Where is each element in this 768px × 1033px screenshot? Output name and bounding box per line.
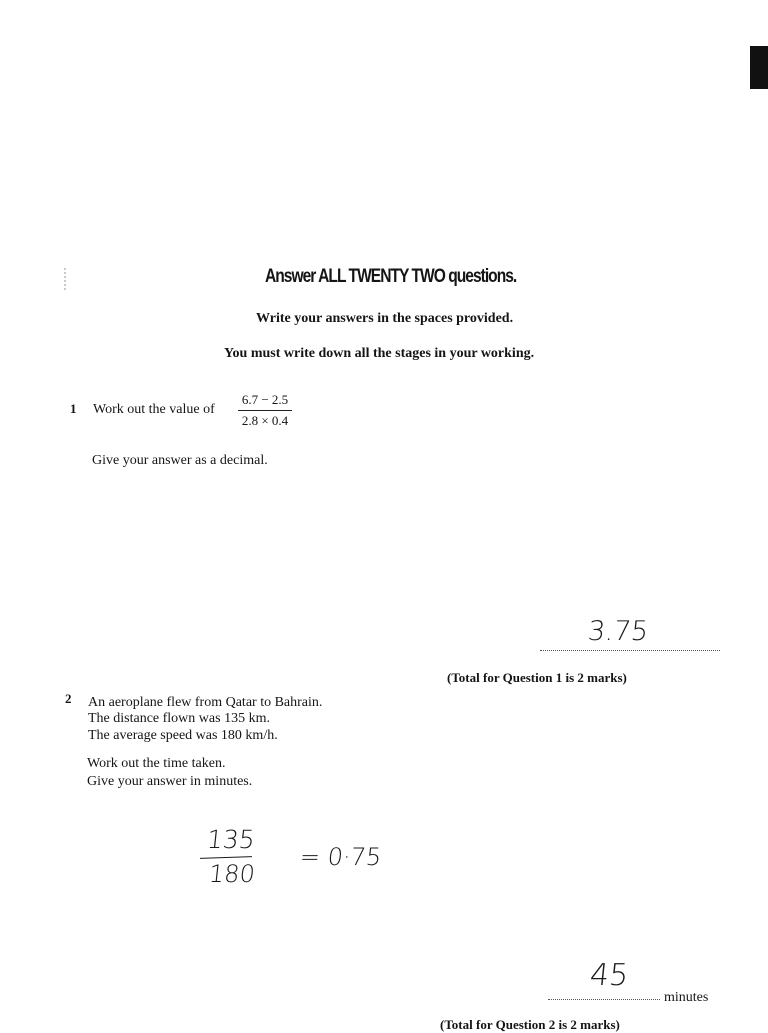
question-2-line-5: Give your answer in minutes. <box>87 774 253 789</box>
question-2-number: 2 <box>65 691 72 706</box>
page-title: Answer ALL TWENTY TWO questions. <box>265 266 517 287</box>
question-1-handwritten-answer: 3.75 <box>586 616 650 647</box>
question-2-line-4: Work out the time taken. <box>87 756 226 771</box>
page-edge-marker <box>750 46 768 89</box>
fraction-numerator: 6.7 − 2.5 <box>238 392 292 411</box>
question-1-instruction: Give your answer as a decimal. <box>92 453 268 468</box>
question-1-fraction <box>238 392 292 429</box>
question-2-answer-line <box>548 999 660 1000</box>
question-1-answer-line <box>540 650 720 651</box>
working-numerator: 135 <box>205 825 257 854</box>
scan-artifact <box>64 268 69 290</box>
working-fraction-bar <box>200 856 252 859</box>
working-denominator: 180 <box>207 860 257 888</box>
question-1-total: (Total for Question 1 is 2 marks) <box>447 670 627 685</box>
working-result: = 0·75 <box>298 843 383 871</box>
question-1-number: 1 <box>70 401 77 416</box>
question-2-handwritten-answer: 45 <box>588 958 631 993</box>
question-2-line-3: The average speed was 180 km/h. <box>88 728 278 743</box>
question-1-prompt: Work out the value of <box>93 402 215 417</box>
instruction-spaces: Write your answers in the spaces provided. <box>256 311 514 326</box>
instruction-working: You must write down all the stages in your working. <box>224 346 535 361</box>
question-2-total: (Total for Question 2 is 2 marks) <box>440 1017 620 1032</box>
fraction-denominator: 2.8 × 0.4 <box>241 413 289 428</box>
question-2-line-1: An aeroplane flew from Qatar to Bahrain. <box>88 695 323 710</box>
question-2-unit: minutes <box>664 990 709 1005</box>
question-2-line-2: The distance flown was 135 km. <box>88 711 270 726</box>
